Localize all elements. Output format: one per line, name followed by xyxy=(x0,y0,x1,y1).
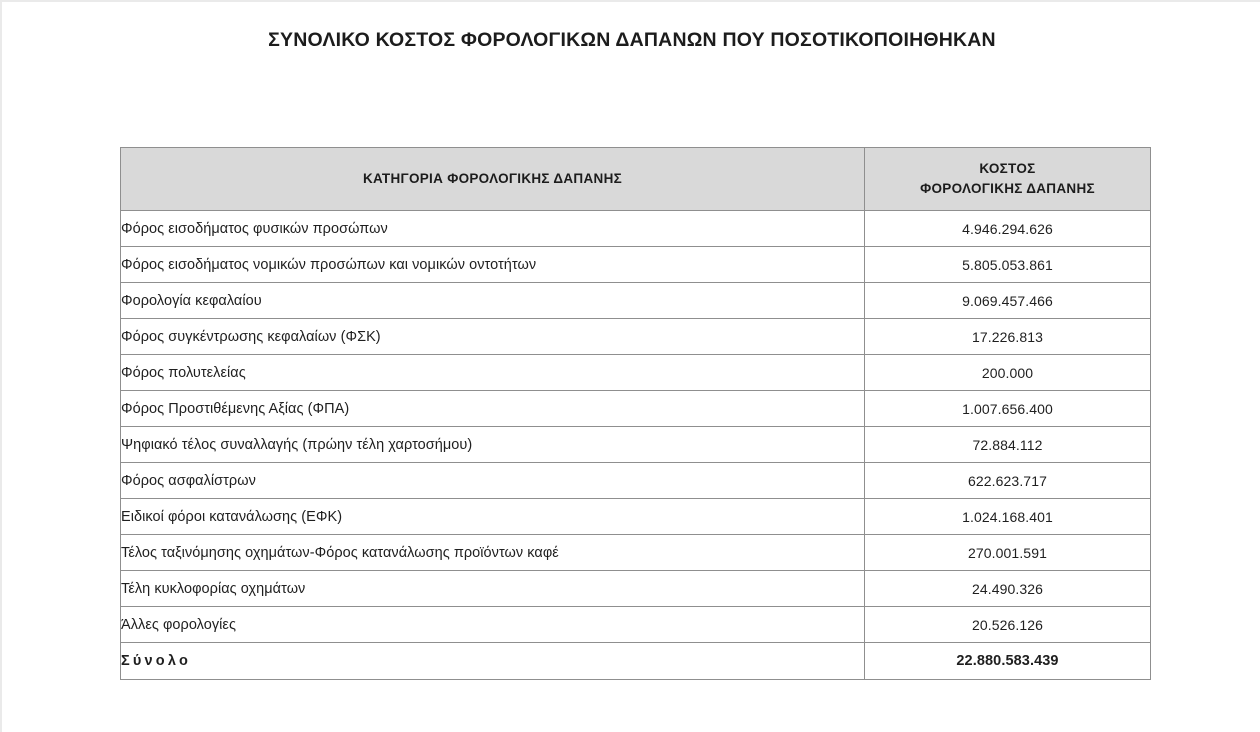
table-row xyxy=(121,535,1151,571)
cell-cost: 72.884.112 xyxy=(865,427,1151,463)
cell-category: Τέλος ταξινόμησης οχημάτων-Φόρος κατανάλωσης προϊόντων καφέ xyxy=(121,535,865,571)
cell-category: Φορολογία κεφαλαίου xyxy=(121,283,865,319)
cell-cost: 20.526.126 xyxy=(865,607,1151,643)
cell-cost: 200.000 xyxy=(865,355,1151,391)
tax-expenditure-table-container xyxy=(120,147,1150,680)
table-row xyxy=(121,211,1151,247)
table-row xyxy=(121,283,1151,319)
table-row xyxy=(121,319,1151,355)
cell-cost: 9.069.457.466 xyxy=(865,283,1151,319)
table-row xyxy=(121,463,1151,499)
table-body xyxy=(121,211,1151,680)
table-row xyxy=(121,355,1151,391)
tax-expenditure-table xyxy=(120,147,1151,680)
cell-category: Φόρος Προστιθέμενης Αξίας (ΦΠΑ) xyxy=(121,391,865,427)
table-row xyxy=(121,499,1151,535)
table-header xyxy=(121,148,1151,211)
cell-cost: 4.946.294.626 xyxy=(865,211,1151,247)
total-label: Σύνολο xyxy=(121,643,865,680)
table-row xyxy=(121,607,1151,643)
table-row xyxy=(121,247,1151,283)
cell-cost: 1.024.168.401 xyxy=(865,499,1151,535)
column-header-category: ΚΑΤΗΓΟΡΙΑ ΦΟΡΟΛΟΓΙΚΗΣ ΔΑΠΑΝΗΣ xyxy=(121,148,865,211)
cell-category: Τέλη κυκλοφορίας οχημάτων xyxy=(121,571,865,607)
cell-cost: 622.623.717 xyxy=(865,463,1151,499)
cell-cost: 1.007.656.400 xyxy=(865,391,1151,427)
cell-category: Φόρος πολυτελείας xyxy=(121,355,865,391)
cell-category: Άλλες φορολογίες xyxy=(121,607,865,643)
table-row xyxy=(121,571,1151,607)
table-row xyxy=(121,391,1151,427)
column-header-cost xyxy=(865,148,1151,211)
cell-category: Ειδικοί φόροι κατανάλωσης (ΕΦΚ) xyxy=(121,499,865,535)
cell-category: Ψηφιακό τέλος συναλλαγής (πρώην τέλη χαρτοσήμου) xyxy=(121,427,865,463)
cell-cost: 17.226.813 xyxy=(865,319,1151,355)
cell-cost: 5.805.053.861 xyxy=(865,247,1151,283)
cell-category: Φόρος εισοδήματος φυσικών προσώπων xyxy=(121,211,865,247)
cell-cost: 24.490.326 xyxy=(865,571,1151,607)
total-value: 22.880.583.439 xyxy=(865,643,1151,680)
column-header-cost-line2: ΦΟΡΟΛΟΓΙΚΗΣ ΔΑΠΑΝΗΣ xyxy=(920,181,1095,196)
cell-category: Φόρος εισοδήματος νομικών προσώπων και νομικών οντοτήτων xyxy=(121,247,865,283)
table-total-row xyxy=(121,643,1151,680)
page-title: ΣΥΝΟΛΙΚΟ ΚΟΣΤΟΣ ΦΟΡΟΛΟΓΙΚΩΝ ΔΑΠΑΝΩΝ ΠΟΥ ΠΟΣΟΤΙΚΟΠΟΙΗΘΗΚΑΝ xyxy=(268,29,996,51)
cell-category: Φόρος ασφαλίστρων xyxy=(121,463,865,499)
table-header-row xyxy=(121,148,1151,211)
table-row xyxy=(121,427,1151,463)
cell-cost: 270.001.591 xyxy=(865,535,1151,571)
cell-category: Φόρος συγκέντρωσης κεφαλαίων (ΦΣΚ) xyxy=(121,319,865,355)
column-header-cost-line1: ΚΟΣΤΟΣ xyxy=(979,161,1036,177)
